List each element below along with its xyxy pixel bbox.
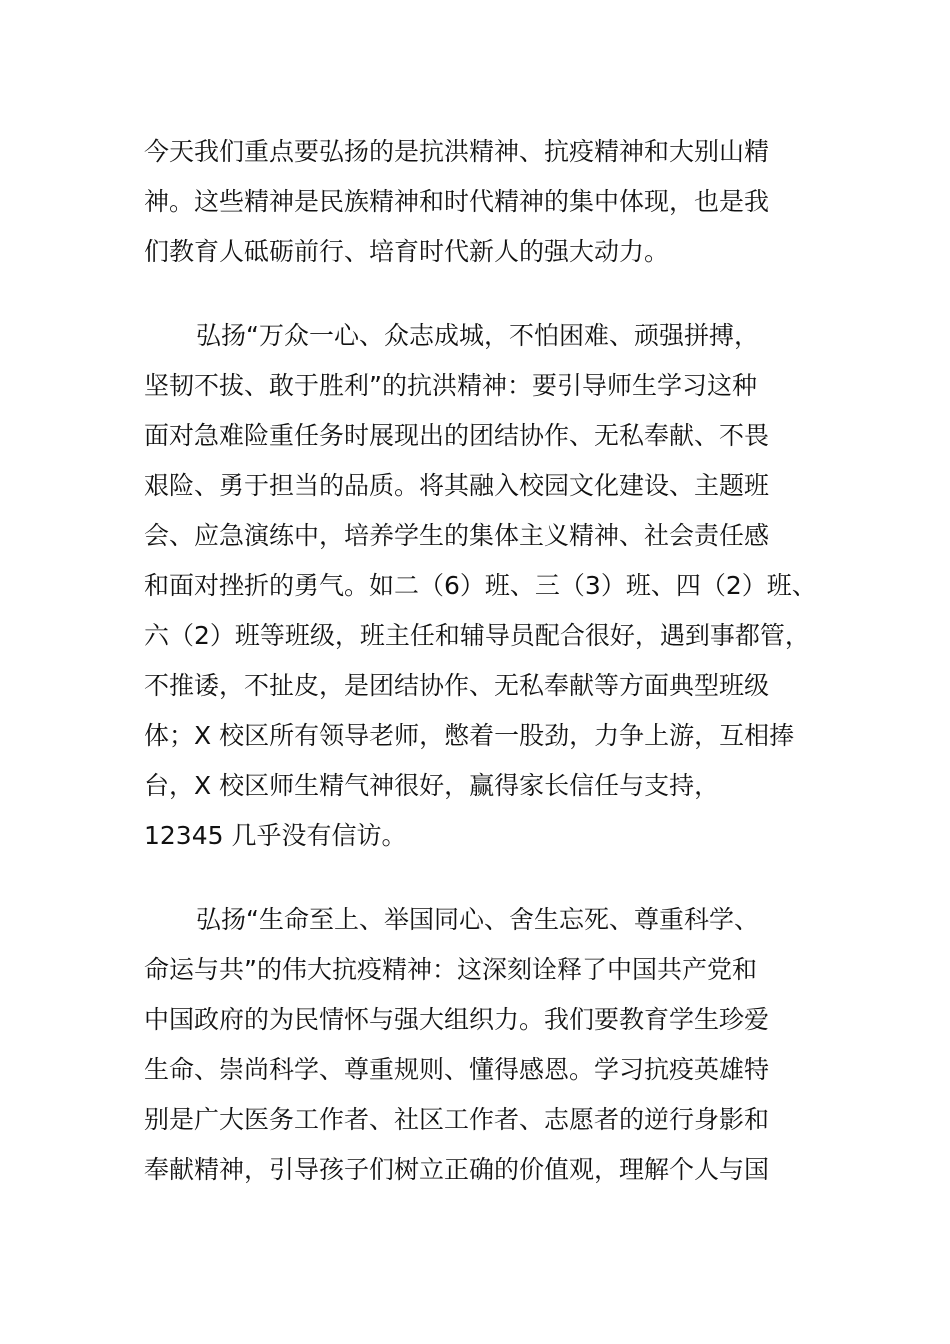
text-line: 和面对挫折的勇气。如二（6）班、三（3）班、四（2）班、 [144,571,817,600]
text-line: 面对急难险重任务时展现出的团结协作、无私奉献、不畏 [144,421,770,450]
text-line: 坚韧不拔、敢于胜利”的抗洪精神：要引导师生学习这种 [144,371,757,400]
paragraph-1 [144,127,769,277]
paragraph-3 [144,895,769,1195]
text-line: 今天我们重点要弘扬的是抗洪精神、抗疫精神和大别山精 [144,137,770,166]
text-line: 奉献精神，引导孩子们树立正确的价值观，理解个人与国 [144,1155,770,1184]
text-line: 会、应急演练中，培养学生的集体主义精神、社会责任感 [144,521,770,550]
text-line: 艰险、勇于担当的品质。将其融入校园文化建设、主题班 [144,471,770,500]
text-line: 别是广大医务工作者、社区工作者、志愿者的逆行身影和 [144,1105,770,1134]
text-line: 体；X 校区所有领导老师，憋着一股劲，力争上游，互相捧 [144,721,795,750]
text-line: 神。这些精神是民族精神和时代精神的集中体现，也是我 [144,187,770,216]
text-line: 中国政府的为民情怀与强大组织力。我们要教育学生珍爱 [144,1005,770,1034]
text-line: 不推诿，不扯皮，是团结协作、无私奉献等方面典型班级 [144,671,770,700]
text-line: 弘扬“万众一心、众志成城，不怕困难、顽强拼搏， [196,321,759,350]
text-line: 命运与共”的伟大抗疫精神：这深刻诠释了中国共产党和 [144,955,757,984]
paragraph-2 [144,311,817,861]
text-line: 生命、崇尚科学、尊重规则、懂得感恩。学习抗疫英雄特 [144,1055,770,1084]
text-line: 12345 几乎没有信访。 [144,821,407,850]
text-line: 弘扬“生命至上、举国同心、舍生忘死、尊重科学、 [196,905,759,934]
text-line: 台，X 校区师生精气神很好，赢得家长信任与支持， [144,771,720,800]
text-line: 六（2）班等班级，班主任和辅导员配合很好，遇到事都管， [144,621,810,650]
text-line: 们教育人砥砺前行、培育时代新人的强大动力。 [144,237,670,266]
